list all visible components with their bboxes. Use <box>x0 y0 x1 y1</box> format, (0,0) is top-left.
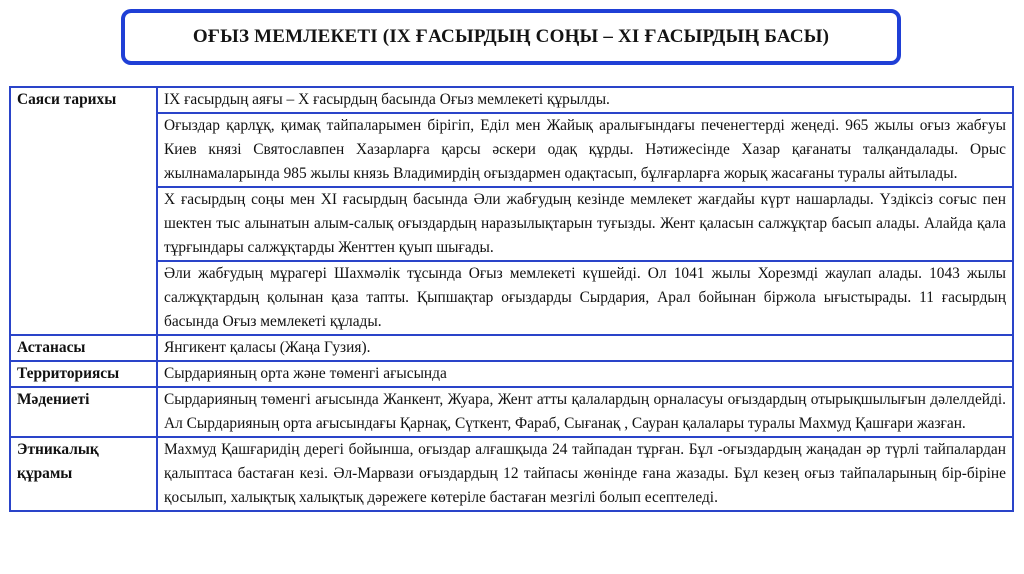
political-paragraph-3: Х ғасырдың соңы мен XI ғасырдың басында Әли жабғудың кезінде мемлекет жағдайы күрт нашарлады. Үздіксіз соғыс пен шектен тыс алынатын алым-салық оғыздардың наразылықтарын туғызды. Жент қаласын салжұқтар басып алады. Алайда қала тұрғындары салжұқтарды Женттен қуып шығады. <box>158 188 1012 262</box>
oguz-state-table <box>9 86 1014 512</box>
culture-cell: Сырдарияның төменгі ағысында Жанкент, Жуара, Жент атты қалалардың орналасуы оғыздардың отырықшылығын дәлелдейді. Ал Сырдарияның орта ағысындағы Қарнақ, Сүткент, Фараб, Сығанақ , Сауран қалалары туралы Махмуд Қашғари жазған. <box>157 387 1013 437</box>
capital-cell: Янгикент қаласы (Жаңа Гузия). <box>157 335 1013 361</box>
table-row-capital <box>10 335 1013 361</box>
row-header-territory: Территориясы <box>10 361 157 387</box>
territory-cell: Сырдарияның орта және төменгі ағысында <box>157 361 1013 387</box>
table-row-political <box>10 87 1013 335</box>
political-paragraph-1: IX ғасырдың аяғы – Х ғасырдың басында Оғыз мемлекеті құрылды. <box>158 88 1012 114</box>
slide-title-box <box>121 9 901 65</box>
ethnic-cell: Махмуд Қашғаридің дерегі бойынша, оғыздар алғашқыда 24 тайпадан тұрған. Бұл -оғыздардың жаңадан әр түрлі тайпалардан қалыптаса бастаған кезі. Әл-Марвази оғыздардың 12 тайпасы жөнінде ғана жазады. Бұл кезең оғыз тайпаларының бір-біріне қосылып, халықтық халықтық дәрежеге көтеріле бастаған мезгілі болып есептеледі. <box>157 437 1013 511</box>
political-history-cell <box>157 87 1013 335</box>
table-row-territory <box>10 361 1013 387</box>
table-row-ethnic <box>10 437 1013 511</box>
political-paragraph-4: Әли жабғудың мұрагері Шахмәлік тұсында Оғыз мемлекеті күшейді. Ол 1041 жылы Хорезмді жаулап алады. 1043 жылы салжұқтардың қолынан қаза тапты. Қыпшақтар оғыздарды Сырдария, Арал бойынан біржола ығыстырады. 11 ғасырдың басында Оғыз мемлекеті құлады. <box>164 265 1006 330</box>
row-header-culture: Мәдениеті <box>10 387 157 437</box>
row-header-political: Саяси тарихы <box>10 87 157 335</box>
row-header-ethnic: Этникалық құрамы <box>10 437 157 511</box>
political-paragraph-2: Оғыздар қарлұқ, қимақ тайпаларымен бірігіп, Еділ мен Жайық аралығындағы печенегтерді жеңеді. 965 жылы оғыз жабғуы Киев князі Святославпен Хазарларға қарсы әскери одақ құрды. Нәтижесінде Хазар қағанаты талқандалады. Орыс жылнамаларында 985 жылы князь Владимирдің оғыздармен одақтасып, бұлғарларға жорық жасағаны туралы айтылады. <box>158 114 1012 188</box>
row-header-capital: Астанасы <box>10 335 157 361</box>
slide-title: ОҒЫЗ МЕМЛЕКЕТІ (IX ҒАСЫРДЫҢ СОҢЫ – XI ҒАСЫРДЫҢ БАСЫ) <box>192 26 830 47</box>
table-row-culture <box>10 387 1013 437</box>
